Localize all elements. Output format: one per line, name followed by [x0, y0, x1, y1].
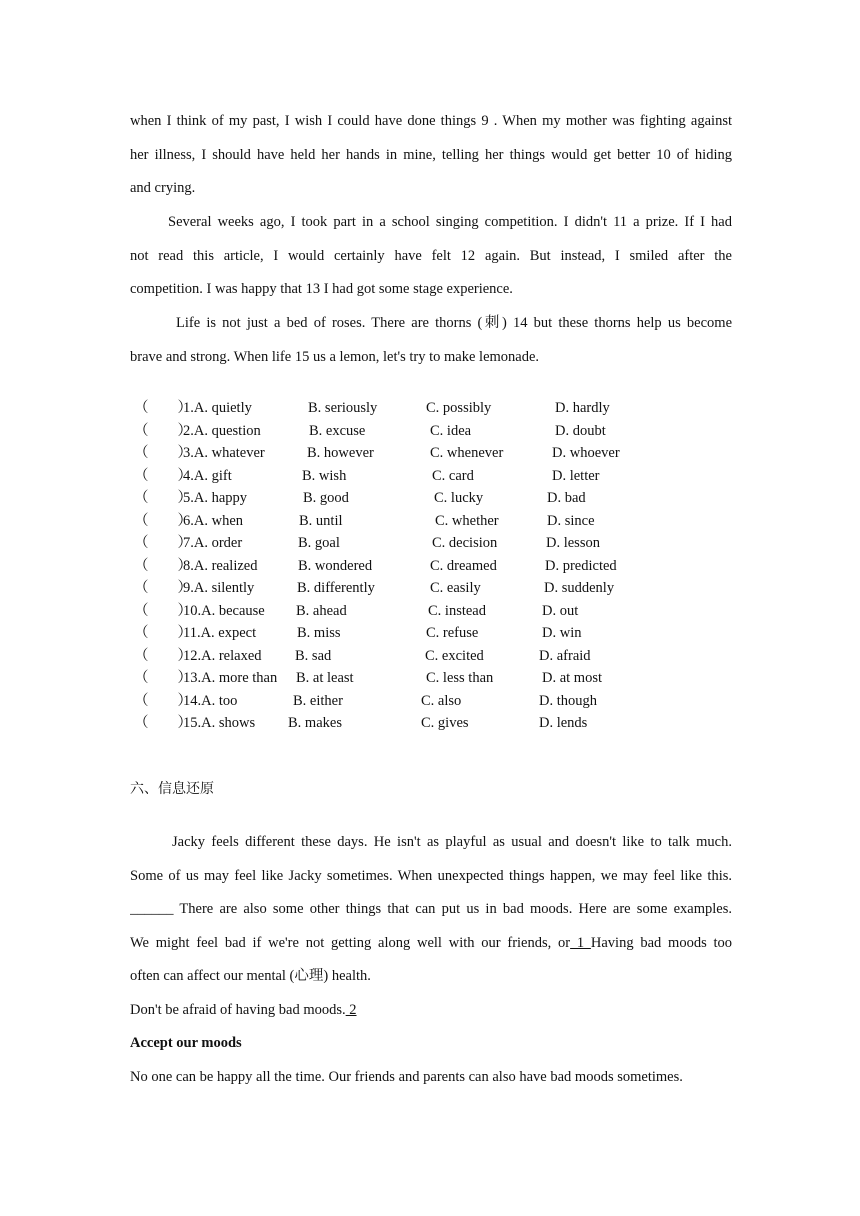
text-line: when I think of my past, I wish I could have done things 9 . When my mother was fighting against	[130, 113, 732, 129]
text-line: her illness, I should have held her hands in mine, telling her things would get better 10 of hiding	[130, 146, 732, 163]
text-line: Some of us may feel like Jacky sometimes. When unexpected things happen, we may feel like this.	[130, 867, 732, 884]
option-d: D. since	[547, 512, 595, 529]
text-line: brave and strong. When life 15 us a lemon, let's try to make lemonade.	[130, 348, 540, 365]
answer-parentheses[interactable]: （ ）	[134, 512, 192, 529]
option-d: D. lesson	[546, 535, 600, 551]
question-row	[130, 487, 730, 510]
option-b: B. until	[299, 512, 343, 529]
option-c: C. lucky	[434, 490, 484, 506]
option-a: 6.A. when	[183, 512, 244, 529]
option-c: C. easily	[430, 580, 481, 596]
option-d: D. lends	[539, 715, 588, 731]
option-d: D. letter	[552, 467, 600, 484]
option-a: 15.A. shows	[183, 715, 256, 731]
option-a: 13.A. more than	[183, 670, 278, 686]
option-d: D. bad	[547, 490, 586, 506]
answer-parentheses[interactable]: （ ）	[134, 692, 192, 709]
question-row	[130, 712, 730, 735]
option-a: 11.A. expect	[183, 625, 257, 641]
question-row	[130, 465, 730, 488]
option-b: B. excuse	[309, 422, 366, 439]
option-d: D. predicted	[545, 557, 617, 574]
option-a: 10.A. because	[183, 602, 265, 619]
answer-parentheses[interactable]: （ ）	[134, 625, 192, 641]
option-b: B. wish	[302, 467, 347, 484]
option-d: D. whoever	[552, 445, 620, 461]
question-row	[130, 555, 730, 578]
answer-parentheses[interactable]: （ ）	[134, 400, 192, 416]
text-line: often can affect our mental (心理) health.	[130, 968, 371, 984]
section6-paragraph	[130, 826, 732, 1094]
question-row	[130, 600, 730, 623]
answer-parentheses[interactable]: （ ）	[134, 715, 192, 731]
answer-parentheses[interactable]: （ ）	[134, 580, 192, 596]
answer-parentheses[interactable]: （ ）	[134, 535, 192, 551]
answer-parentheses[interactable]: （ ）	[134, 647, 192, 664]
option-c: C. whenever	[430, 445, 504, 461]
option-a: 12.A. relaxed	[183, 647, 262, 664]
option-b: B. sad	[295, 647, 332, 664]
option-a: 8.A. realized	[183, 557, 258, 574]
passage-paragraph-1	[130, 105, 732, 206]
option-c: C. less than	[426, 670, 494, 686]
question-row	[130, 690, 730, 713]
option-d: D. afraid	[539, 647, 591, 664]
blank-1: 1	[570, 934, 591, 951]
text-line	[130, 927, 732, 961]
answer-parentheses[interactable]: （ ）	[134, 467, 192, 484]
option-d: D. out	[542, 602, 579, 619]
question-row	[130, 577, 730, 600]
question-row	[130, 532, 730, 555]
text-line: ______ There are also some other things that can put us in bad moods. Here are some examples.	[130, 901, 732, 917]
option-a: 14.A. too	[183, 692, 238, 709]
option-d: D. though	[539, 692, 597, 709]
option-d: D. doubt	[555, 422, 606, 439]
option-c: C. whether	[435, 512, 499, 529]
option-c: C. possibly	[426, 400, 492, 416]
option-a: 3.A. whatever	[183, 445, 265, 461]
answer-parentheses[interactable]: （ ）	[134, 670, 192, 686]
text-segment: Having bad moods too	[590, 934, 732, 951]
answer-parentheses[interactable]: （ ）	[134, 490, 192, 506]
option-b: B. at least	[296, 670, 354, 686]
option-d: D. hardly	[555, 400, 610, 416]
option-c: C. gives	[421, 715, 469, 731]
option-a: 4.A. gift	[183, 467, 232, 484]
option-b: B. makes	[288, 715, 342, 731]
option-c: C. also	[421, 692, 462, 709]
option-a: 2.A. question	[183, 422, 261, 439]
text-line: competition. I was happy that 13 I had got some stage experience.	[130, 281, 513, 297]
option-a: 5.A. happy	[183, 490, 248, 506]
text-line: Jacky feels different these days. He isn't as playful as usual and doesn't like to talk much.	[172, 834, 732, 850]
option-b: B. seriously	[308, 400, 378, 416]
answer-parentheses[interactable]: （ ）	[134, 557, 192, 574]
option-c: C. instead	[428, 602, 486, 619]
passage-paragraph-3	[130, 307, 732, 374]
option-b: B. good	[303, 490, 349, 506]
option-b: B. ahead	[296, 602, 347, 619]
option-d: D. win	[542, 625, 582, 641]
subheading: Accept our moods	[130, 1035, 242, 1051]
text-line: Several weeks ago, I took part in a school singing competition. I didn't 11 a prize. If I had	[168, 214, 732, 230]
option-c: C. decision	[432, 535, 498, 551]
question-row	[130, 420, 730, 443]
answer-parentheses[interactable]: （ ）	[134, 602, 192, 619]
text-line: No one can be happy all the time. Our friends and parents can also have bad moods sometimes.	[130, 1068, 683, 1085]
option-a: 7.A. order	[183, 535, 243, 551]
blank-2: 2	[345, 1001, 357, 1018]
question-row	[130, 442, 730, 465]
option-c: C. dreamed	[430, 557, 497, 574]
option-c: C. card	[432, 467, 474, 484]
text-line: Life is not just a bed of roses. There are thorns (刺) 14 but these thorns help us become	[176, 315, 732, 331]
option-a: 1.A. quietly	[183, 400, 252, 416]
option-b: B. either	[293, 692, 343, 709]
question-row	[130, 645, 730, 668]
question-row	[130, 667, 730, 690]
answer-parentheses[interactable]: （ ）	[134, 422, 192, 439]
option-b: B. however	[307, 445, 374, 461]
answer-parentheses[interactable]: （ ）	[134, 445, 192, 461]
option-c: C. idea	[430, 422, 472, 439]
option-b: B. goal	[298, 535, 340, 551]
passage-paragraph-2	[130, 206, 732, 307]
option-b: B. differently	[297, 580, 375, 596]
option-d: D. suddenly	[544, 580, 615, 596]
text-segment: Don't be afraid of having bad moods.	[130, 1001, 346, 1018]
text-segment: We might feel bad if we're not getting along well with our friends, or	[130, 934, 571, 951]
section-title: 六、信息还原	[130, 781, 214, 797]
text-line: and crying.	[130, 180, 196, 196]
option-c: C. refuse	[426, 625, 479, 641]
option-b: B. miss	[297, 625, 341, 641]
question-row	[130, 397, 730, 420]
option-a: 9.A. silently	[183, 580, 255, 596]
option-d: D. at most	[542, 670, 603, 686]
option-c: C. excited	[425, 647, 484, 664]
text-line: not read this article, I would certainly have felt 12 again. But instead, I smiled after the	[130, 247, 732, 264]
question-row	[130, 510, 730, 533]
question-row	[130, 622, 730, 645]
option-b: B. wondered	[298, 557, 373, 574]
text-line	[130, 994, 732, 1028]
